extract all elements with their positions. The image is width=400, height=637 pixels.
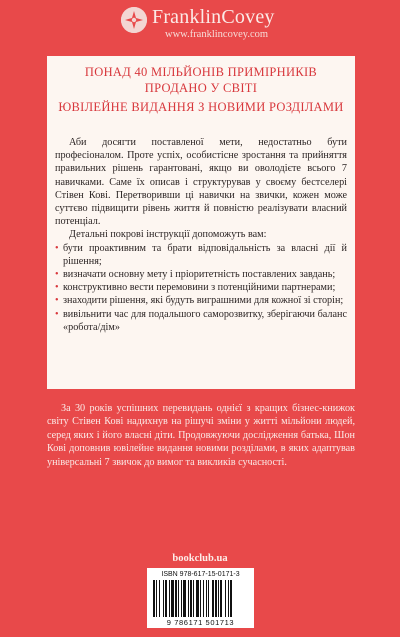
lower-text — [47, 402, 355, 469]
headline-line: ПОНАД 40 МІЛЬЙОНІВ ПРИМІРНИКІВ — [84, 65, 318, 79]
headline-line: ПРОДАНО У СВІТІ — [144, 81, 258, 95]
footer-site: bookclub.ua — [172, 553, 228, 564]
lower-paragraph: За 30 років успішних перевидань однієї з кращих бізнес-книжок світу Стівен Кові надихнув на рішучі зміни у житті мільйони людей, серед яких і його власні діти. Продовжуючи дослідження батька, Шон Кові доповнив ювілейне видання новими розділами, в яких адаптував універсальні 7 звичок до вимог та викликів сучасності. — [47, 403, 355, 468]
bullet-icon: • — [55, 308, 59, 320]
list-item: • вивільнити час для подальшого саморозвитку, зберігаючи баланс «робота/дім» — [55, 308, 347, 333]
brand-url: www.franklincovey.com — [165, 29, 269, 40]
description-panel — [47, 56, 355, 389]
benefits-list — [55, 242, 347, 334]
bullet-icon: • — [55, 242, 59, 254]
list-item: • визначати основну мету і пріоритетність поставлених завдань; — [55, 269, 336, 281]
bullet-icon: • — [55, 282, 59, 294]
list-item: • знаходити рішення, які будуть виграшними для кожної зі сторін; — [55, 295, 344, 307]
barcode — [147, 568, 254, 628]
body-text — [55, 136, 347, 334]
list-item: • конструктивно вести перемовини з потенційними партнерами; — [55, 282, 336, 294]
brand-name: FranklinCovey — [152, 6, 275, 28]
headline-line: ЮВІЛЕЙНЕ ВИДАННЯ З НОВИМИ РОЗДІЛАМИ — [58, 100, 344, 114]
barcode-bars — [153, 580, 248, 617]
header — [0, 0, 400, 45]
intro-paragraph: Аби досягти поставленої мети, недостатньо бути професіоналом. Проте успіх, особистісне зростання та прийняття правильних рішень гарантовані, якщо ви оволодієте всього 7 навичками. Саме їх описав і структурував у своєму бестселері Стівен Кові. Перетворивши ці навички на звички, кожен може суттєво підвищити рівень життя й повністю реалізувати власний потенціал. — [55, 137, 347, 228]
compass-rose-icon — [121, 7, 147, 33]
bullet-icon: • — [55, 269, 59, 281]
bullet-icon: • — [55, 295, 59, 307]
barcode-number: 9 786171 501713 — [166, 618, 235, 627]
list-intro: Детальні покрові інструкції допоможуть вам: — [69, 229, 267, 241]
isbn-label: ISBN 978-617-15-0171-3 — [161, 571, 240, 578]
list-item: • бути проактивним та брати відповідальність за власні дії й рішення; — [55, 242, 347, 267]
